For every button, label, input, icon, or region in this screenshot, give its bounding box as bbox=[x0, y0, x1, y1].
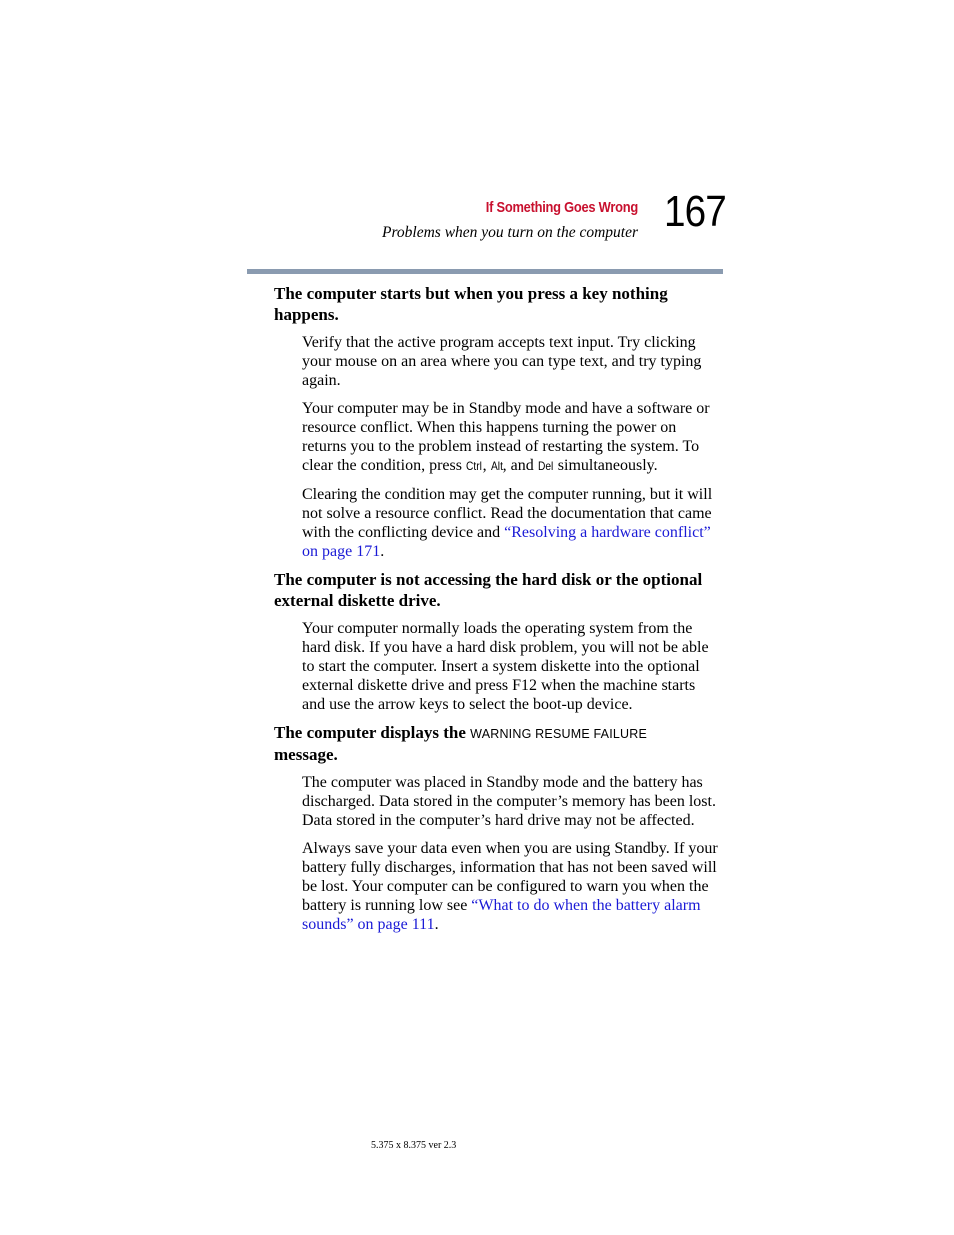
key-alt: Alt bbox=[490, 459, 503, 473]
separator: , and bbox=[502, 457, 538, 474]
message-code: WARNING RESUME FAILURE bbox=[470, 727, 648, 741]
section-heading: The computer starts but when you press a key nothing happens. bbox=[274, 284, 668, 324]
print-spec-footer: 5.375 x 8.375 ver 2.3 bbox=[371, 1140, 457, 1151]
paragraph: Your computer normally loads the operating system from the hard disk. If you have a hard disk problem, you will not be able to start the computer. Insert a system diskette into the optional external diskette drive and press F12 when the machine starts and use the arrow keys to select the boot-up device. bbox=[302, 620, 709, 713]
heading-text: message. bbox=[274, 744, 338, 764]
cross-reference-link[interactable]: “What to do when the battery alarm sounds” on page 111 bbox=[302, 897, 701, 933]
paragraph-text: . bbox=[380, 543, 385, 560]
paragraph bbox=[302, 839, 722, 934]
header-rule bbox=[247, 269, 723, 274]
page-content bbox=[274, 284, 724, 943]
section-title: Problems when you turn on the computer bbox=[382, 224, 638, 241]
key-ctrl: Ctrl bbox=[465, 459, 482, 473]
heading-text: The computer displays the bbox=[274, 723, 471, 742]
paragraph-text: . bbox=[434, 916, 439, 933]
paragraph: Verify that the active program accepts text input. Try clicking your mouse on an area where you can type text, and try typing again. bbox=[302, 334, 702, 389]
paragraph-text: Clearing the condition may get the computer running, but it will not solve a resource conflict. Read the documentation that came with the conflicting device and bbox=[302, 486, 713, 541]
paragraph bbox=[302, 485, 722, 561]
section-heading bbox=[274, 723, 724, 765]
paragraph bbox=[302, 399, 722, 476]
page-number: 167 bbox=[664, 187, 726, 236]
paragraph-text: Your computer may be in Standby mode and have a software or resource conflict. When this happens turning the power on returns you to the problem instead of restarting the system. To clear the condition, press bbox=[302, 400, 710, 474]
paragraph-text: simultaneously. bbox=[553, 457, 658, 474]
separator: , bbox=[482, 457, 491, 474]
chapter-title: If Something Goes Wrong bbox=[485, 199, 638, 216]
cross-reference-link[interactable]: “Resolving a hardware conflict” on page 171 bbox=[302, 524, 711, 560]
key-del: Del bbox=[537, 459, 554, 473]
paragraph-text: Always save your data even when you are using Standby. If your battery fully discharges, information that has not been saved will be lost. Your computer can be configured to warn you when the battery is running low see bbox=[302, 840, 718, 914]
paragraph: The computer was placed in Standby mode and the battery has discharged. Data stored in the computer’s memory has been lost. Data stored in the computer’s hard drive may not be affected. bbox=[302, 774, 716, 829]
section-heading: The computer is not accessing the hard disk or the optional external diskette drive. bbox=[274, 570, 703, 610]
